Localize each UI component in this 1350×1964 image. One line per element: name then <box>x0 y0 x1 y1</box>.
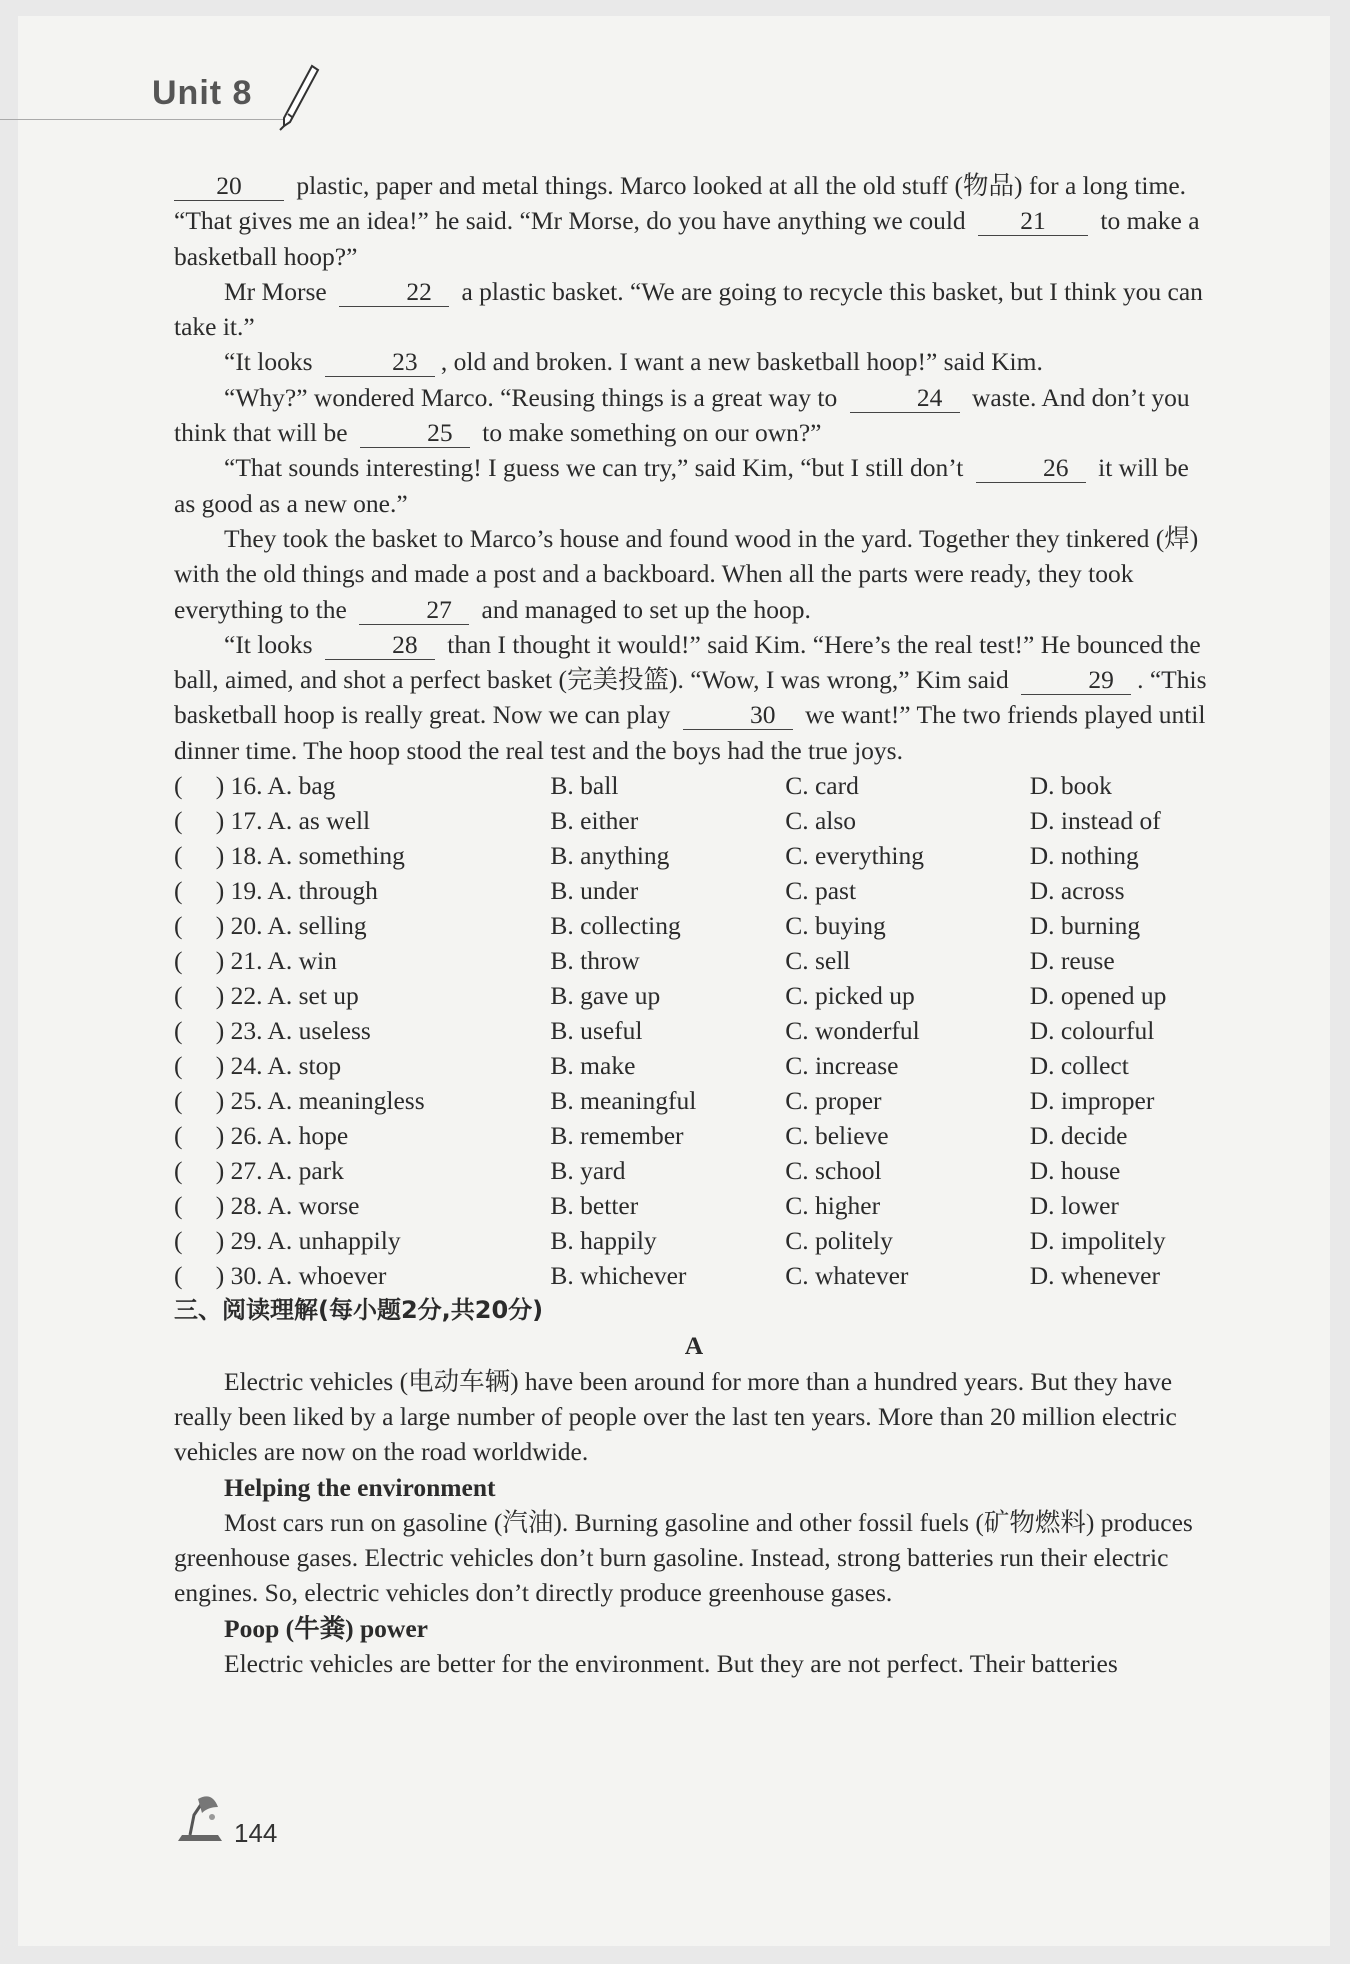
paragraph: Electric vehicles (电动车辆) have been around for more than a hundred years. But they have really been liked by a large number of people over the last ten years. More than 20 million electric vehicles are now on the road worldwide. <box>174 1366 1177 1467</box>
option-d[interactable]: D. decide <box>1029 1121 1128 1151</box>
option-a[interactable]: ) 26. A. hope <box>215 1121 349 1151</box>
option-row <box>174 908 1214 943</box>
option-c[interactable]: C. politely <box>785 1226 893 1256</box>
option-d[interactable]: D. collect <box>1029 1051 1129 1081</box>
option-d[interactable]: D. instead of <box>1029 806 1161 836</box>
option-c[interactable]: C. believe <box>785 1121 889 1151</box>
option-row <box>174 943 1214 978</box>
paragraph: Most cars run on gasoline (汽油). Burning gasoline and other fossil fuels (矿物燃料) produces greenhouse gases. Electric vehicles don’t burn gasoline. Instead, strong batteries run their electric engines. So, electric vehicles don’t directly produce greenhouse gases. <box>174 1507 1193 1608</box>
options-table <box>174 768 1214 1293</box>
option-c[interactable]: C. wonderful <box>785 1016 920 1046</box>
option-row <box>174 1153 1214 1188</box>
option-b[interactable]: B. anything <box>550 841 670 871</box>
option-b[interactable]: B. throw <box>550 946 640 976</box>
option-a[interactable]: ) 30. A. whoever <box>215 1261 387 1291</box>
option-c[interactable]: C. higher <box>785 1191 881 1221</box>
option-a[interactable]: ) 29. A. unhappily <box>215 1226 401 1256</box>
option-c[interactable]: C. buying <box>785 911 886 941</box>
option-a[interactable]: ) 22. A. set up <box>215 981 359 1011</box>
option-row <box>174 978 1214 1013</box>
option-d[interactable]: D. colourful <box>1029 1016 1155 1046</box>
blank-25[interactable]: 25 <box>360 419 470 448</box>
option-c[interactable]: C. increase <box>785 1051 899 1081</box>
blank-23[interactable]: 23 <box>325 348 435 377</box>
blank-20[interactable]: 20 <box>174 172 284 201</box>
option-b[interactable]: B. make <box>550 1051 636 1081</box>
unit-heading: Unit 8 <box>152 74 253 112</box>
answer-bracket[interactable]: ( <box>174 876 183 906</box>
paragraph: “Why?” wondered Marco. “Reusing things is a great way to 24 waste. And don’t you think that will be 25 to make something on our own?” <box>174 382 1190 448</box>
blank-26[interactable]: 26 <box>976 454 1086 483</box>
blank-27[interactable]: 27 <box>359 596 469 625</box>
subheading: Poop (牛粪) power <box>224 1613 428 1643</box>
option-b[interactable]: B. better <box>550 1191 639 1221</box>
option-b[interactable]: B. yard <box>550 1156 626 1186</box>
option-b[interactable]: B. gave up <box>550 981 661 1011</box>
answer-bracket[interactable]: ( <box>174 946 183 976</box>
option-row <box>174 873 1214 908</box>
option-row <box>174 1223 1214 1258</box>
option-a[interactable]: ) 17. A. as well <box>215 806 371 836</box>
page-number: 144 <box>234 1818 278 1848</box>
answer-bracket[interactable]: ( <box>174 1121 183 1151</box>
option-c[interactable]: C. also <box>785 806 857 836</box>
blank-24[interactable]: 24 <box>850 384 960 413</box>
paragraph: “It looks 28 than I thought it would!” said Kim. “Here’s the real test!” He bounced the ball, aimed, and shot a perfect basket (完美投篮). “Wow, I was wrong,” Kim said 29 . “This basketball hoop is really great. Now we can play 30 we want!” The two friends played until dinner time. The hoop stood the real test and the boys had the true joys. <box>174 629 1207 765</box>
option-c[interactable]: C. school <box>785 1156 882 1186</box>
option-b[interactable]: B. whichever <box>550 1261 687 1291</box>
option-a[interactable]: ) 19. A. through <box>215 876 378 906</box>
option-c[interactable]: C. proper <box>785 1086 882 1116</box>
option-row <box>174 803 1214 838</box>
option-row <box>174 1118 1214 1153</box>
option-c[interactable]: C. card <box>785 771 859 801</box>
option-c[interactable]: C. everything <box>785 841 925 871</box>
option-b[interactable]: B. remember <box>550 1121 684 1151</box>
option-a[interactable]: ) 16. A. bag <box>215 771 336 801</box>
answer-bracket[interactable]: ( <box>174 1191 183 1221</box>
paragraph: They took the basket to Marco’s house and found wood in the yard. Together they tinkered (焊) with the old things and made a post and a backboard. When all the parts were ready, they took everything to the 27 and managed to set up the hoop. <box>174 523 1199 624</box>
subheading: Helping the environment <box>224 1472 496 1502</box>
option-d[interactable]: D. nothing <box>1029 841 1139 871</box>
option-b[interactable]: B. happily <box>550 1226 657 1256</box>
option-row <box>174 838 1214 873</box>
blank-30[interactable]: 30 <box>683 701 793 730</box>
option-c[interactable]: C. sell <box>785 946 851 976</box>
header-rule <box>0 119 290 120</box>
answer-bracket[interactable]: ( <box>174 1086 183 1116</box>
exercise-content <box>174 168 1214 1681</box>
paragraph: “It looks 23 , old and broken. I want a new basketball hoop!” said Kim. <box>224 347 1043 377</box>
option-a[interactable]: ) 20. A. selling <box>215 911 367 941</box>
option-d[interactable]: D. reuse <box>1029 946 1115 976</box>
answer-bracket[interactable]: ( <box>174 1226 183 1256</box>
option-d[interactable]: D. lower <box>1029 1191 1119 1221</box>
blank-29[interactable]: 29 <box>1021 666 1131 695</box>
option-a[interactable]: ) 18. A. something <box>215 841 405 871</box>
option-a[interactable]: ) 25. A. meaningless <box>215 1086 425 1116</box>
option-row <box>174 768 1214 803</box>
paragraph: “That sounds interesting! I guess we can try,” said Kim, “but I still don’t 26 it will be as good as a new one.” <box>174 453 1189 518</box>
option-c[interactable]: C. past <box>785 876 857 906</box>
answer-bracket[interactable]: ( <box>174 806 183 836</box>
option-row <box>174 1013 1214 1048</box>
option-b[interactable]: B. collecting <box>550 911 681 941</box>
lamp-icon <box>172 1793 228 1845</box>
option-row <box>174 1083 1214 1118</box>
option-a[interactable]: ) 24. A. stop <box>215 1051 342 1081</box>
option-a[interactable]: ) 27. A. park <box>215 1156 344 1186</box>
option-d[interactable]: D. impolitely <box>1029 1226 1166 1256</box>
option-row <box>174 1048 1214 1083</box>
paragraph: 20 plastic, paper and metal things. Marco looked at all the old stuff (物品) for a long time. “That gives me an idea!” he said. “Mr Morse, do you have anything we could 21 to make a basketball hoop?” <box>174 171 1200 271</box>
option-d[interactable]: D. across <box>1029 876 1125 906</box>
option-row <box>174 1188 1214 1223</box>
option-b[interactable]: B. either <box>550 806 639 836</box>
option-d[interactable]: D. whenever <box>1029 1261 1160 1291</box>
answer-bracket[interactable]: ( <box>174 841 183 871</box>
part-label: A <box>684 1331 704 1361</box>
option-b[interactable]: B. useful <box>550 1016 643 1046</box>
answer-bracket[interactable]: ( <box>174 911 183 941</box>
option-c[interactable]: C. whatever <box>785 1261 909 1291</box>
blank-21[interactable]: 21 <box>978 207 1088 236</box>
answer-bracket[interactable]: ( <box>174 1156 183 1186</box>
option-a[interactable]: ) 23. A. useless <box>215 1016 371 1046</box>
option-a[interactable]: ) 28. A. worse <box>215 1191 360 1221</box>
option-d[interactable]: D. improper <box>1029 1086 1155 1116</box>
answer-bracket[interactable]: ( <box>174 771 183 801</box>
option-b[interactable]: B. under <box>550 876 639 906</box>
answer-bracket[interactable]: ( <box>174 1261 183 1291</box>
option-b[interactable]: B. meaningful <box>550 1086 697 1116</box>
option-b[interactable]: B. ball <box>550 771 619 801</box>
option-d[interactable]: D. opened up <box>1029 981 1167 1011</box>
paragraph: Electric vehicles are better for the environment. But they are not perfect. Their batteries <box>224 1649 1118 1679</box>
pen-icon <box>278 62 322 132</box>
option-c[interactable]: C. picked up <box>785 981 915 1011</box>
option-d[interactable]: D. house <box>1029 1156 1121 1186</box>
answer-bracket[interactable]: ( <box>174 1051 183 1081</box>
blank-22[interactable]: 22 <box>339 278 449 307</box>
option-row <box>174 1258 1214 1293</box>
answer-bracket[interactable]: ( <box>174 981 183 1011</box>
section-title: 三、阅读理解(每小题2分,共20分) <box>174 1296 544 1325</box>
paragraph: Mr Morse 22 a plastic basket. “We are going to recycle this basket, but I think you can take it.” <box>174 276 1203 342</box>
answer-bracket[interactable]: ( <box>174 1016 183 1046</box>
blank-28[interactable]: 28 <box>325 631 435 660</box>
option-a[interactable]: ) 21. A. win <box>215 946 337 976</box>
option-d[interactable]: D. book <box>1029 771 1112 801</box>
option-d[interactable]: D. burning <box>1029 911 1141 941</box>
